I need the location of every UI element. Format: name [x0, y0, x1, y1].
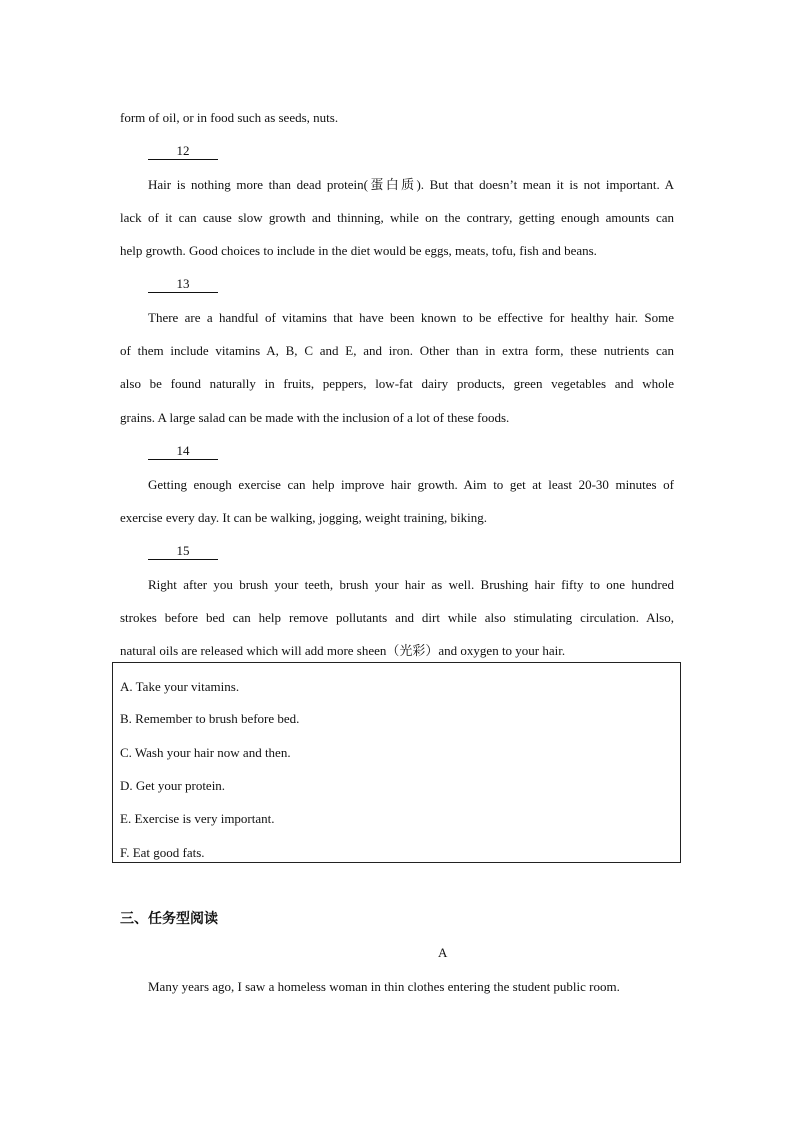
paragraph-exercise-line-2: exercise every day. It can be walking, jogging, weight training, biking. [120, 510, 488, 525]
option-d: D. Get your protein. [120, 778, 226, 793]
option-f: F. Eat good fats. [120, 845, 205, 860]
options-box [112, 662, 681, 863]
paragraph-brush-line-3: natural oils are released which will add more sheen（光彩）and oxygen to your hair. [120, 643, 566, 658]
paragraph-protein-line-3: help growth. Good choices to include in the diet would be eggs, meats, tofu, fish and beans. [120, 243, 597, 258]
option-a: A. Take your vitamins. [120, 679, 240, 694]
paragraph-brush-line-2: strokes before bed can help remove pollutants and dirt while also stimulating circulation. Also, [120, 610, 674, 625]
option-b: B. Remember to brush before bed. [120, 711, 300, 726]
paragraph-brush-line-1: Right after you brush your teeth, brush your hair as well. Brushing hair fifty to one hundred [148, 577, 674, 592]
story-first-line: Many years ago, I saw a homeless woman in thin clothes entering the student public room. [148, 979, 620, 994]
passage-label: A [438, 945, 448, 960]
option-c: C. Wash your hair now and then. [120, 745, 291, 760]
paragraph-vitamins-line-1: There are a handful of vitamins that have been known to be effective for healthy hair. Some [148, 310, 674, 325]
blank-14: 14 [148, 443, 218, 460]
blank-13: 13 [148, 276, 218, 293]
blank-12: 12 [148, 143, 218, 160]
paragraph-vitamins-line-3: also be found naturally in fruits, peppers, low-fat dairy products, green vegetables and whole [120, 376, 674, 391]
paragraph-vitamins-line-2: of them include vitamins A, B, C and E, and iron. Other than in extra form, these nutrients can [120, 343, 674, 358]
paragraph-fats-last-line: form of oil, or in food such as seeds, nuts. [120, 110, 339, 125]
paragraph-protein-line-2: lack of it can cause slow growth and thinning, while on the contrary, getting enough amounts can [120, 210, 674, 225]
section-heading: 三、任务型阅读 [120, 911, 218, 927]
paragraph-protein-line-1: Hair is nothing more than dead protein(蛋白质). But that doesn’t mean it is not important. A [148, 177, 674, 192]
option-e: E. Exercise is very important. [120, 811, 275, 826]
blank-15: 15 [148, 543, 218, 560]
paragraph-exercise-line-1: Getting enough exercise can help improve hair growth. Aim to get at least 20-30 minutes of [148, 477, 674, 492]
paragraph-vitamins-line-4: grains. A large salad can be made with the inclusion of a lot of these foods. [120, 410, 510, 425]
